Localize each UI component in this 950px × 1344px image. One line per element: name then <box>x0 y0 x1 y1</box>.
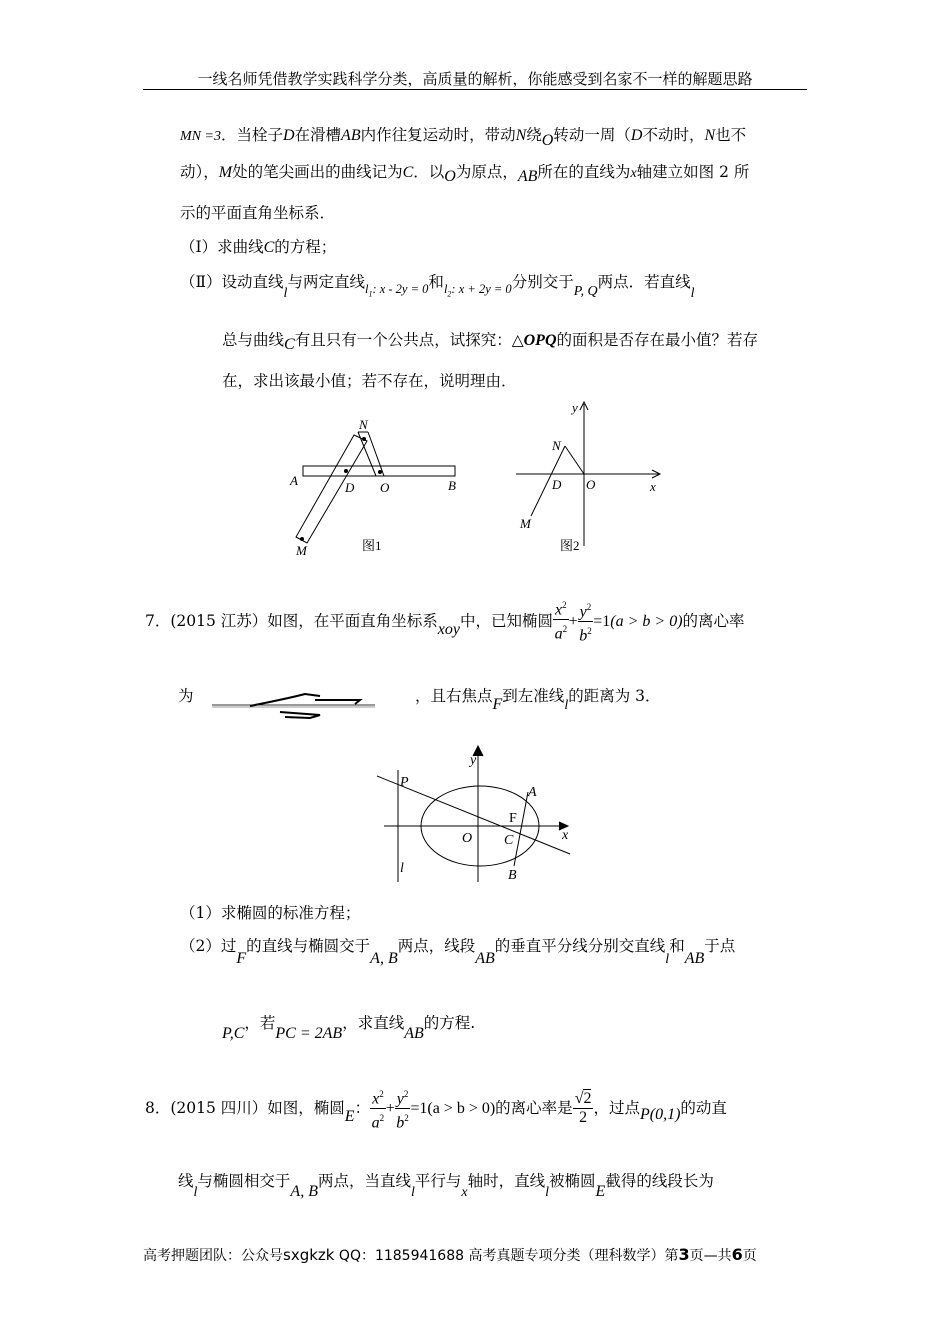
fig2-label-M: M <box>520 516 531 531</box>
q7-part2-line1: （2）过F的直线与椭圆交于A, B两点，线段AB的垂直平分线分别交直线l和AB于点 <box>180 937 736 967</box>
q8-line1: 8．(2015 四川）如图，椭圆E： $\frac{x^2}{a^2}$ + $\frac{y^2}{b^2}$ =1(a > b > 0)的离心率是 $\frac{√2}{2}$ ，过点P(0,1)的动直 <box>145 1085 727 1133</box>
fig3-label-C: C <box>504 833 514 848</box>
fig1-label-N: N <box>359 417 368 432</box>
fig1-label-M: M <box>296 543 307 558</box>
garbled-formula-image <box>210 690 380 720</box>
fig3-label-B: B <box>508 868 517 883</box>
fig3-label-A: A <box>528 785 537 800</box>
fig3-label-P: P <box>400 775 409 790</box>
fig2-label-y: y <box>572 400 578 415</box>
fig2-caption: 图2 <box>560 538 580 553</box>
q6-part2-line2: 总与曲线C有且只有一个公共点，试探究：△OPQ的面积是否存在最小值？若存 <box>222 331 759 353</box>
q6-line2: 动），M处的笔尖画出的曲线记为C．以O为原点，AB所在的直线为x轴建立如图 2 所 <box>180 163 750 185</box>
figure-1 <box>282 410 482 560</box>
q6-line1: MN =3．当栓子D在滑槽AB内作往复运动时，带动N绕O转动一周（D不动时，N也不 <box>180 126 747 149</box>
page-footer: 高考押题团队：公众号sxgkzk QQ：1185941688 高考真题专项分类（理科数学）第3页—共6页 <box>143 1245 757 1264</box>
fig2-label-O: O <box>586 477 596 492</box>
fig1-caption: 图1 <box>362 538 382 553</box>
fig3-label-O: O <box>462 831 473 846</box>
fig3-label-l: l <box>400 861 404 876</box>
page-header: 一线名师凭借教学实践科学分类，高质量的解析，你能感受到名家不一样的解题思路 <box>197 70 753 88</box>
q6-part2-line3: 在，求出该最小值；若不存在，说明理由． <box>222 372 517 390</box>
fig2-label-N: N <box>552 438 561 453</box>
fig2-label-x: x <box>650 479 656 494</box>
fig3-label-F: F <box>509 811 517 826</box>
q7-line1: 7．(2015 江苏）如图，在平面直角坐标系xoy中，已知椭圆 $\frac{x^2}{a^2}$ + $\frac{y^2}{b^2}$ =1(a > b > 0)的离心率 <box>145 598 745 646</box>
q6-line3: 示的平面直角坐标系． <box>180 204 336 222</box>
q7-part2-line2: P,C，若PC = 2AB，求直线AB的方程. <box>222 1014 476 1042</box>
figure-3-ellipse <box>372 742 582 887</box>
fig1-label-A: A <box>290 473 298 488</box>
figure-2 <box>510 398 680 558</box>
fig2-label-D: D <box>552 477 562 492</box>
q7-line2b: ，且右焦点F到左准线l的距离为 3． <box>415 687 661 713</box>
fig1-label-O: O <box>380 480 390 495</box>
q6-part1: （Ⅰ）求曲线C的方程； <box>180 238 337 256</box>
header-rule <box>143 89 807 90</box>
q7-part1: （1）求椭圆的标准方程； <box>180 904 361 922</box>
q8-line2: 线l与椭圆相交于A, B两点，当直线l平行与x轴时，直线l被椭圆E截得的线段长为 <box>178 1172 714 1200</box>
fig3-label-y: y <box>470 753 477 768</box>
fig1-label-B: B <box>448 478 456 493</box>
q6-part2-line1: （Ⅱ）设动直线l与两定直线$_{l_1: x - 2y = 0}$和$_{l_2: x + 2y = 0}$分别交于P, Q两点．若直线l <box>180 273 695 301</box>
q7-line2: 为 <box>178 687 194 705</box>
fig3-label-x: x <box>562 828 569 843</box>
fig1-label-D: D <box>345 480 355 495</box>
